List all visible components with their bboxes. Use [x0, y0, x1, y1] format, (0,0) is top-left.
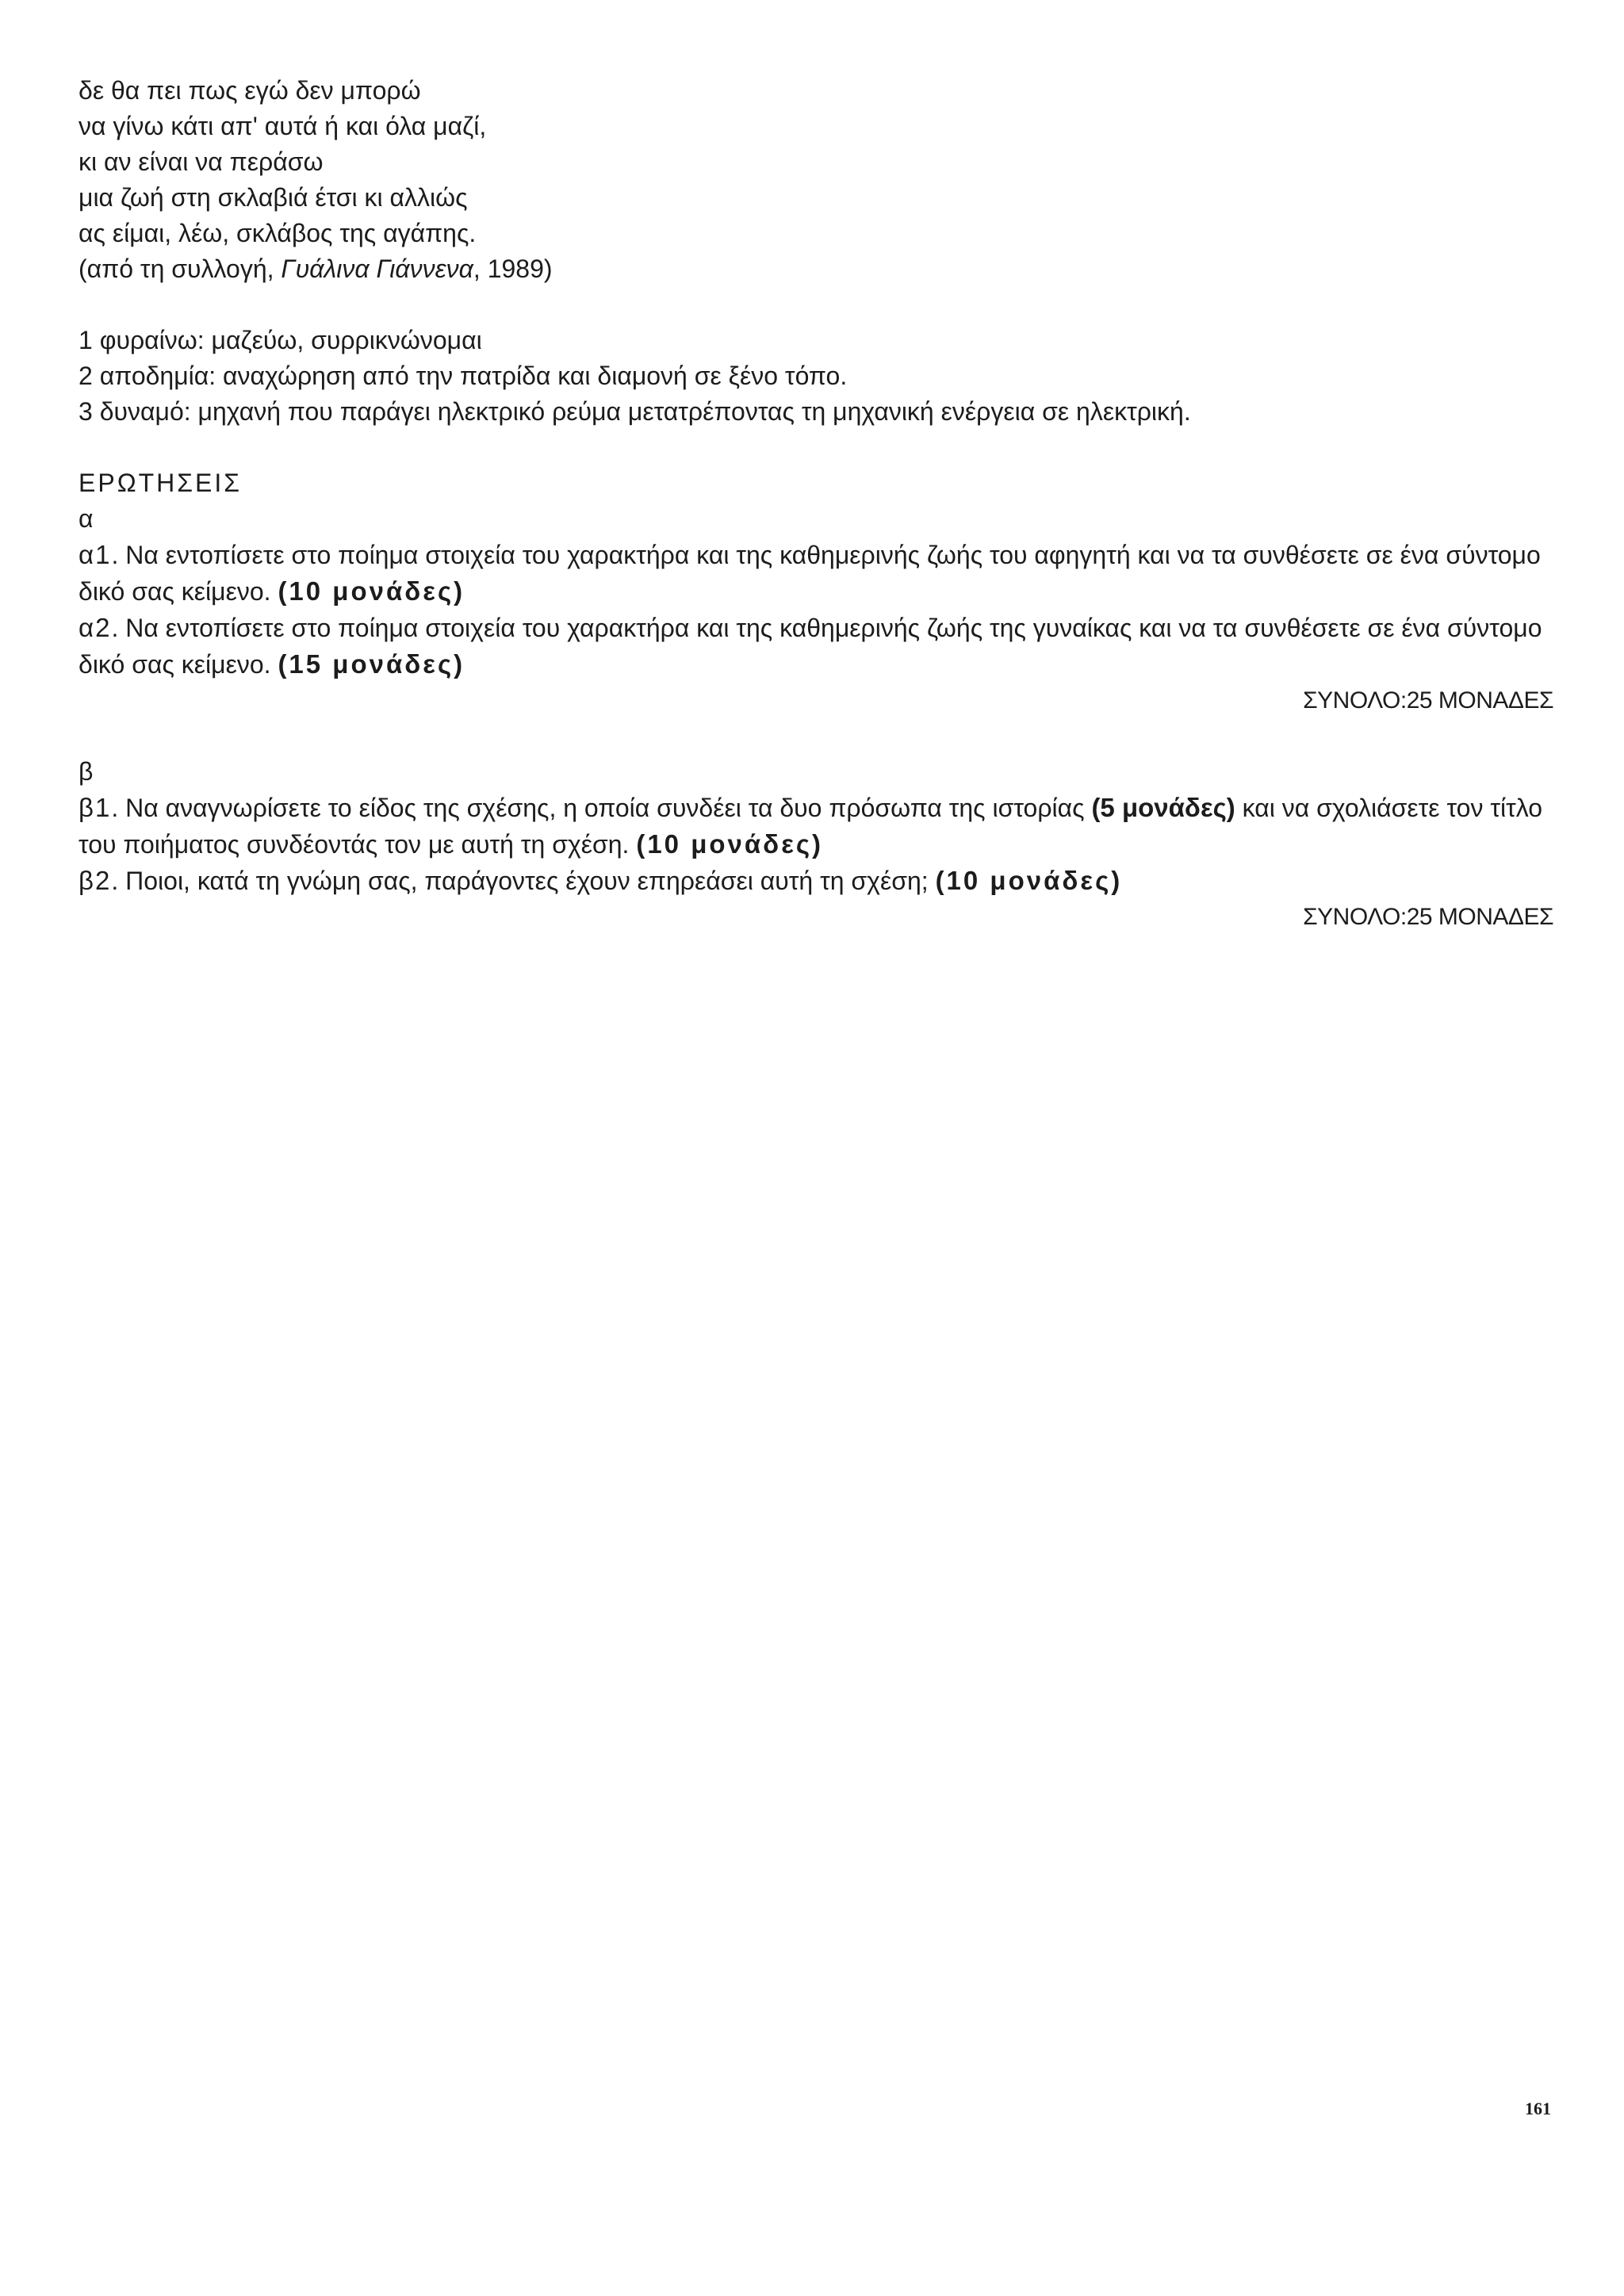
- footnote: 1 φυραίνω: μαζεύω, συρρικνώνομαι: [79, 326, 482, 354]
- question-points: (10 μονάδες): [278, 576, 465, 606]
- section-b-letter: β: [79, 757, 94, 786]
- footnote: 2 αποδημία: αναχώρηση από την πατρίδα και διαμονή σε ξένο τόπο.: [79, 362, 848, 390]
- question-b2: [79, 863, 1553, 899]
- question-text-continued: και να σχολιάσετε τον τίτλο του ποιήματος συνδέοντάς τον με αυτή τη σχέση.: [79, 794, 1543, 859]
- poem-source-prefix: (από τη συλλογή,: [79, 254, 282, 283]
- footnotes: [79, 323, 1553, 430]
- question-label: β2: [79, 866, 112, 895]
- poem-line: να γίνω κάτι απ' αυτά ή και όλα μαζί,: [79, 112, 487, 140]
- poem-line: ας είμαι, λέω, σκλάβος της αγάπης.: [79, 219, 477, 247]
- poem-source: [79, 251, 1553, 287]
- poem-line: μια ζωή στη σκλαβιά έτσι κι αλλιώς: [79, 183, 468, 212]
- section-spacer: [79, 718, 1553, 754]
- section-a-total: ΣΥΝΟΛΟ:25 ΜΟΝΑΔΕΣ: [1303, 687, 1553, 714]
- question-text: . Ποιοι, κατά τη γνώμη σας, παράγοντες έχουν επηρεάσει αυτή τη σχέση;: [111, 867, 936, 895]
- poem-line: κι αν είναι να περάσω: [79, 147, 324, 176]
- question-text: . Να εντοπίσετε στο ποίημα στοιχεία του χαρακτήρα και της καθημερινής ζωής του αφηγητή και να τα συνθέσετε σε ένα σύντομο δικό σας κείμενο.: [79, 541, 1541, 606]
- page-content: [79, 73, 1553, 935]
- question-label: α1: [79, 540, 112, 569]
- section-a-letter: α: [79, 504, 94, 533]
- footnote: 3 δυναμό: μηχανή που παράγει ηλεκτρικό ρεύμα μετατρέποντας τη μηχανική ενέργεια σε ηλεκτρική.: [79, 397, 1191, 426]
- section-a: [79, 501, 1553, 718]
- page-number: 161: [1525, 2099, 1551, 2118]
- question-label: β1: [79, 793, 112, 822]
- question-a2: [79, 610, 1553, 683]
- questions-heading: ΕΡΩΤΗΣΕΙΣ: [79, 469, 243, 497]
- question-text: . Να εντοπίσετε στο ποίημα στοιχεία του χαρακτήρα και της καθημερινής ζωής της γυναίκας και να τα συνθέσετε σε ένα σύντομο δικό σας κείμενο.: [79, 614, 1542, 679]
- section-b: [79, 754, 1553, 935]
- questions-section: [79, 465, 1553, 935]
- question-label: α2: [79, 613, 112, 642]
- question-b1: [79, 790, 1553, 863]
- question-text: . Να αναγνωρίσετε το είδος της σχέσης, η οποία συνδέει τα δυο πρόσωπα της ιστορίας: [111, 794, 1092, 822]
- question-a1: [79, 537, 1553, 610]
- poem-source-title: Γυάλινα Γιάννενα: [281, 254, 473, 283]
- question-points: (10 μονάδες): [935, 866, 1123, 895]
- poem-source-suffix: , 1989): [473, 254, 553, 283]
- question-inline-points: (5 μονάδες): [1091, 793, 1235, 822]
- poem-line: δε θα πει πως εγώ δεν μπορώ: [79, 76, 421, 105]
- poem-excerpt: [79, 73, 1553, 287]
- question-points: (10 μονάδες): [636, 829, 824, 859]
- section-b-total: ΣΥΝΟΛΟ:25 ΜΟΝΑΔΕΣ: [1303, 904, 1553, 930]
- question-points: (15 μονάδες): [278, 649, 465, 679]
